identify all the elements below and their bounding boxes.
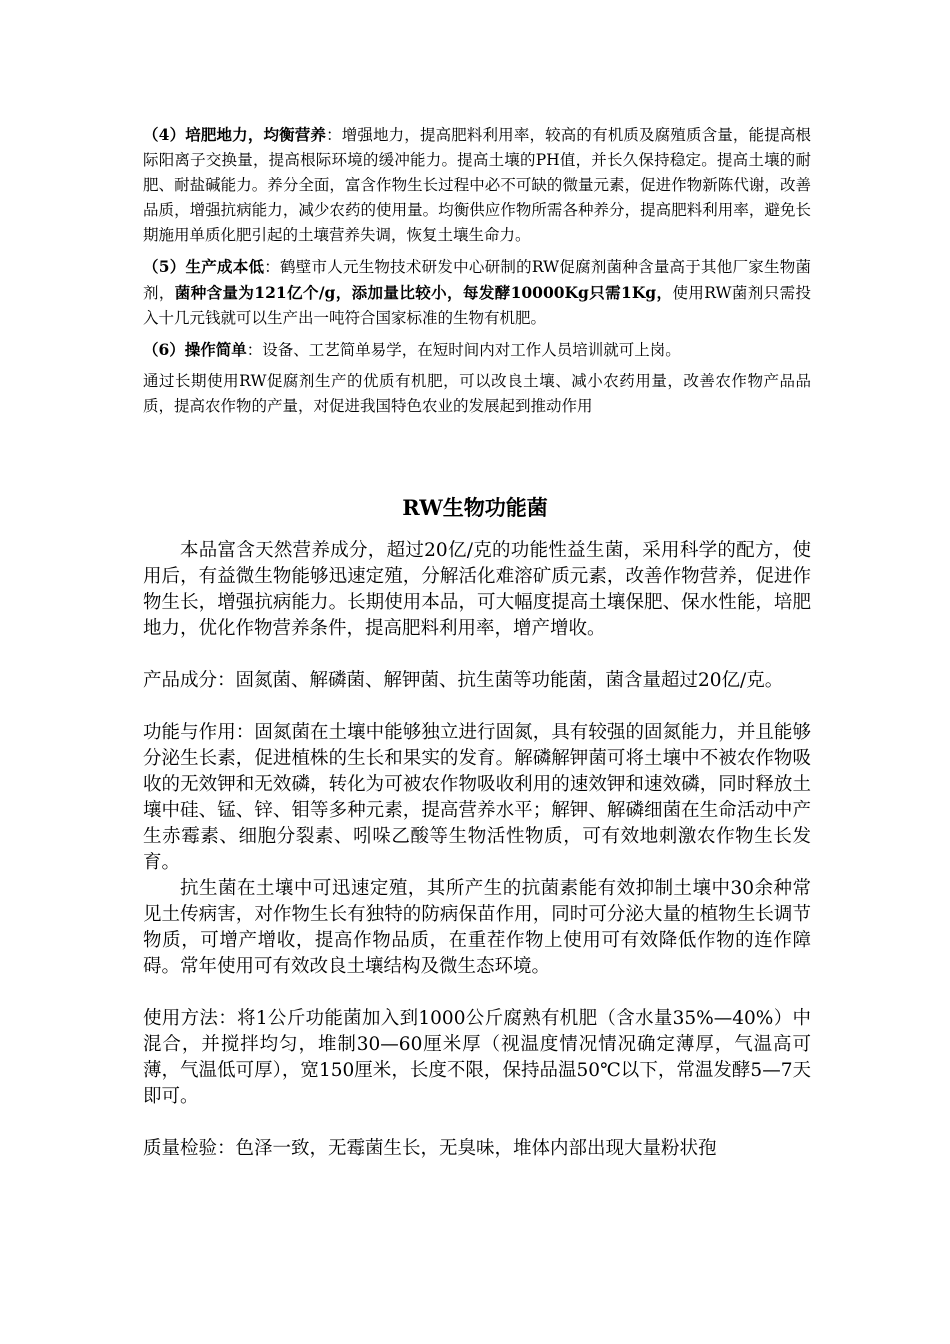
benefits-section [143,122,811,425]
paragraph-quality: 质量检验：色泽一致，无霉菌生长，无臭味，堆体内部出现大量粉状孢 [143,1138,717,1159]
paragraph-summary: 通过长期使用RW促腐剂生产的优质有机肥，可以改良土壤、减小农药用量，改善农作物产品品质，提高农作物的产量，对促进我国特色农业的发展起到推动作用 [143,372,811,415]
page-title: RW生物功能菌 [402,495,548,520]
paragraph-antibiotic-bacteria: 抗生菌在土壤中可迅速定殖，其所产生的抗菌素能有效抑制土壤中30余种常见土传病害，对作物生长有独特的防病保苗作用，同时可分泌大量的植物生长调节物质，可增产增收，提高作物品质，在重茬作物上使用可有效降低作物的连作障碍。常年使用可有效改良土壤结构及微生态环境。 [143,878,811,977]
heading-soil-fertility: （4）培肥地力，均衡营养 [143,125,327,144]
paragraph-ingredients: 产品成分：固氮菌、解磷菌、解钾菌、抗生菌等功能菌，菌含量超过20亿/克。 [143,670,784,691]
paragraph-simple-operation: （6）操作简单：设备、工艺简单易学，在短时间内对工作人员培训就可上岗。 [143,340,681,359]
paragraph-function: 功能与作用：固氮菌在土壤中能够独立进行固氮，具有较强的固氮能力，并且能够分泌生长素，促进植株的生长和果实的发育。解磷解钾菌可将土壤中不被农作物吸收的无效钾和无效磷，转化为可被农作物吸收利用的速效钾和速效磷，同时释放土壤中硅、锰、锌、钼等多种元素，提高营养水平；解钾、解磷细菌在生命活动中产生赤霉素、细胞分裂素、吲哚乙酸等生物活性物质，可有效地刺激农作物生长发育。 [143,722,811,873]
paragraph-low-cost: （5）生产成本低：鹤壁市人元生物技术研发中心研制的RW促腐剂菌种含量高于其他厂家生物菌剂，菌种含量为121亿个/g，添加量比较小，每发酵10000Kg只需1Kg，使用RW菌剂只需投入十几元钱就可以生产出一吨符合国家标准的生物有机肥。 [143,257,811,327]
heading-low-cost: （5）生产成本低 [143,257,265,276]
paragraph-intro: 本品富含天然营养成分，超过20亿/克的功能性益生菌，采用科学的配方，使用后，有益微生物能够迅速定殖，分解活化难溶矿质元素，改善作物营养，促进作物生长，增强抗病能力。长期使用本品，可大幅度提高土壤保肥、保水性能，培肥地力，优化作物营养条件，提高肥料利用率，增产增收。 [143,540,811,639]
bacteria-content-highlight: 菌种含量为121亿个/g，添加量比较小，每发酵10000Kg只需1Kg， [174,283,673,302]
paragraph-usage: 使用方法：将1公斤功能菌加入到1000公斤腐熟有机肥（含水量35%—40%）中混合，并搅拌均匀，堆制30—60厘米厚（视温度情况情况确定薄厚，气温高可薄，气温低可厚），宽150厘米，长度不限，保持品温50℃以下，常温发酵5—7天即可。 [143,1008,811,1107]
heading-simple-operation: （6）操作简单 [143,340,247,359]
paragraph-soil-fertility: （4）培肥地力，均衡营养：增强地力，提高肥料利用率，较高的有机质及腐殖质含量，能提高根际阳离子交换量，提高根际环境的缓冲能力。提高土壤的PH值，并长久保持稳定。提高土壤的耐肥、耐盐碱能力。养分全面，富含作物生长过程中必不可缺的微量元素，促进作物新陈代谢，改善品质，增强抗病能力，减少农药的使用量。均衡供应作物所需各种养分，提高肥料利用率，避免长期施用单质化肥引起的土壤营养失调，恢复土壤生命力。 [143,125,811,244]
product-description [143,538,811,1162]
